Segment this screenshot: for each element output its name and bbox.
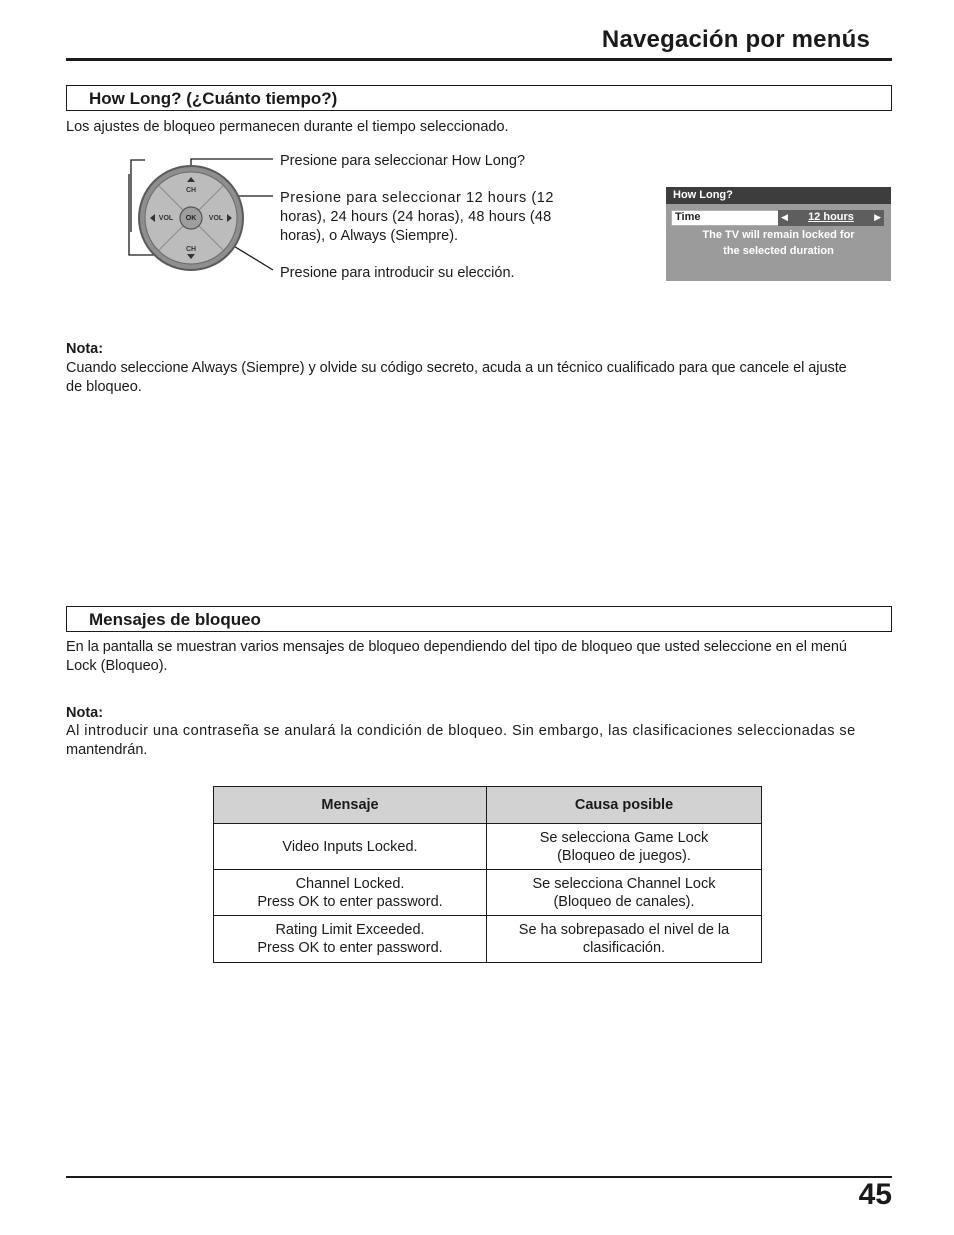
section-title: Mensajes de bloqueo: [89, 610, 261, 629]
cell-cause: Se selecciona Game Lock (Bloqueo de juegos).: [487, 824, 762, 870]
title-divider: [66, 58, 892, 61]
table-header-row: [214, 787, 762, 824]
tv-menu-how-long: [666, 187, 891, 281]
callout-select-how-long: Presione para seleccionar How Long?: [280, 153, 526, 169]
vol-right-label: VOL: [208, 215, 224, 222]
tv-menu-time-field[interactable]: Time: [671, 210, 779, 226]
column-header-message: Mensaje: [214, 787, 487, 824]
lock-messages-table: [213, 786, 762, 963]
triangle-right-icon[interactable]: ▶: [874, 212, 881, 222]
note-label: Nota:: [66, 341, 104, 357]
table-row: [214, 824, 762, 870]
callout-enter-choice: Presione para introducir su elección.: [280, 265, 515, 281]
tv-menu-time-value[interactable]: ◀ 12 hours ▶: [778, 210, 884, 226]
tv-menu-message-line2: the selected duration: [723, 245, 834, 257]
section-header-how-long: [66, 85, 892, 111]
page-number: 45: [858, 1178, 892, 1211]
note-text-always: Cuando seleccione Always (Siempre) y olvide su código secreto, acuda a un técnico cualificado para que cancele el ajuste de bloqueo.: [66, 360, 847, 395]
cell-cause: Se selecciona Channel Lock (Bloqueo de canales).: [487, 870, 762, 916]
cell-cause: Se ha sobrepasado el nivel de la clasificación.: [487, 916, 762, 963]
section-title: How Long? (¿Cuánto tiempo?): [89, 89, 338, 108]
ch-up-label: CH: [185, 187, 197, 194]
table-row: [214, 916, 762, 963]
column-header-cause: Causa posible: [487, 787, 762, 824]
tv-menu-header: How Long?: [666, 187, 891, 204]
cell-message: Rating Limit Exceeded. Press OK to enter password.: [214, 916, 487, 963]
footer-divider: [66, 1176, 892, 1178]
cell-message: Video Inputs Locked.: [214, 824, 487, 870]
remote-control-illustration: [125, 152, 285, 282]
lock-messages-intro: En la pantalla se muestran varios mensajes de bloqueo dependiendo del tipo de bloqueo que usted seleccione en el menú Lock (Bloqueo).: [66, 639, 847, 674]
cell-message: Channel Locked. Press OK to enter password.: [214, 870, 487, 916]
note-label: Nota:: [66, 705, 104, 721]
note-text-password: Al introducir una contraseña se anulará la condición de bloqueo. Sin embargo, las clasificaciones seleccionadas se mantendrán.: [66, 723, 856, 758]
section-header-lock-messages: [66, 606, 892, 632]
vol-left-label: VOL: [158, 215, 174, 222]
how-long-intro: Los ajustes de bloqueo permanecen durante el tiempo seleccionado.: [66, 119, 509, 135]
ch-down-label: CH: [185, 246, 197, 253]
table-row: [214, 870, 762, 916]
tv-menu-message-line1: The TV will remain locked for: [702, 229, 855, 241]
page-title: Navegación por menús: [601, 26, 870, 53]
ok-label: OK: [185, 215, 197, 222]
triangle-left-icon[interactable]: ◀: [781, 212, 788, 222]
callout-select-hours: Presione para seleccionar 12 hours (12 horas), 24 hours (24 horas), 48 hours (48 horas), o Always (Siempre).: [280, 190, 554, 244]
